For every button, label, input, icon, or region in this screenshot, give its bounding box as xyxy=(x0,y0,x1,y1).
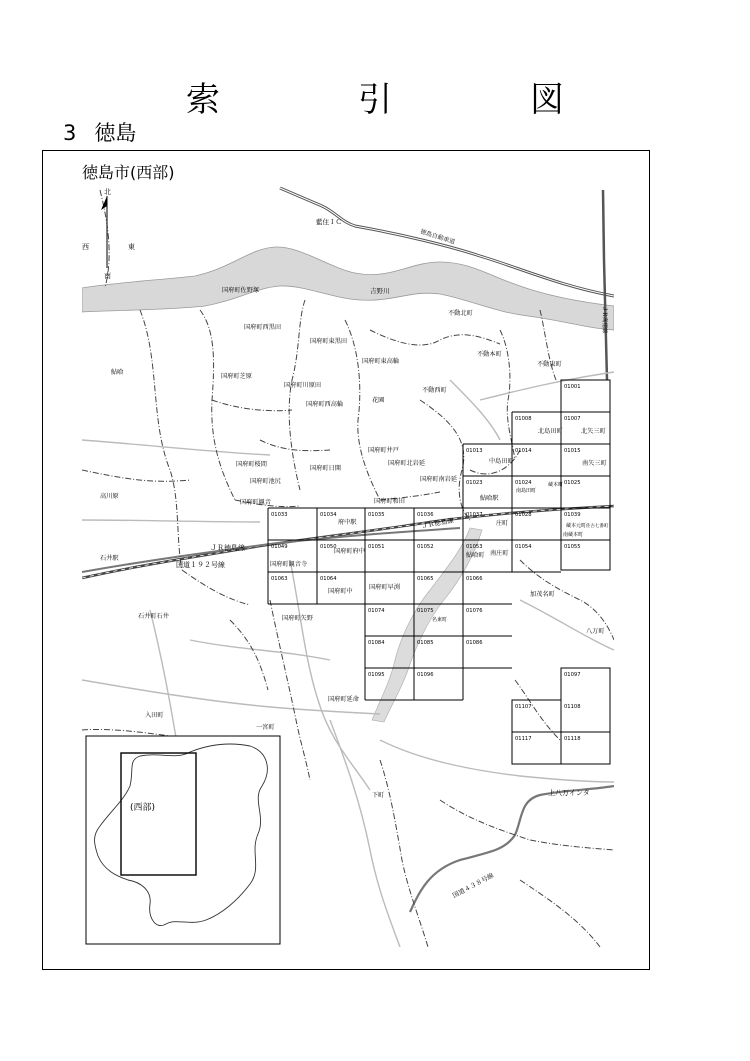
place-label: 蔵本元町 xyxy=(566,523,587,529)
place-label: 国府町早渕 xyxy=(369,584,400,591)
grid-cell-code: 01023 xyxy=(466,480,483,486)
place-label: 国府町川原田 xyxy=(284,382,322,389)
grid-cell-code: 01036 xyxy=(417,512,434,518)
place-label: 鮎喰駅 xyxy=(480,495,499,502)
place-label: 蔵本町 xyxy=(548,482,564,488)
inset-map xyxy=(86,736,280,944)
place-label: 国府町矢野 xyxy=(282,615,313,622)
jr-kotoku-line xyxy=(603,190,607,380)
place-label: 国府町南岩延 xyxy=(420,476,458,483)
compass-west: 西 xyxy=(82,243,89,251)
place-label: 国府町和田 xyxy=(374,498,405,505)
grid-cell-code: 01055 xyxy=(564,544,581,550)
place-label: 一宮町 xyxy=(256,724,275,731)
grid-cell-code: 01054 xyxy=(515,544,532,550)
place-label: 南庄町 xyxy=(490,550,509,557)
grid-cell-code: 01001 xyxy=(564,384,581,390)
grid-cell-code: 01052 xyxy=(417,544,434,550)
place-label: 名東町 xyxy=(432,617,448,623)
place-label: 入田町 xyxy=(145,712,164,719)
place-label: 北矢三町 xyxy=(581,428,606,435)
place-label: 庄町 xyxy=(496,520,509,527)
grid-cell-code: 01064 xyxy=(320,576,337,582)
jr-tokushima-line xyxy=(82,506,614,578)
grid-cell-code: 01086 xyxy=(466,640,483,646)
place-label: 国府町池尻 xyxy=(250,478,281,485)
grid-cell-code: 01085 xyxy=(417,640,434,646)
place-label: 南島田町 xyxy=(516,488,537,494)
grid-cell-code: 01049 xyxy=(271,544,288,550)
place-label: 不動東町 xyxy=(537,361,562,368)
grid-cell-code: 01074 xyxy=(368,608,385,614)
place-label: 国府町西黒田 xyxy=(244,324,282,331)
place-label: ＪＲ高徳線 xyxy=(601,306,607,334)
place-label: ＪＲ徳島線 xyxy=(420,516,455,530)
place-label: ＪＲ徳島線 xyxy=(210,544,245,552)
grid-cell-code: 01076 xyxy=(466,608,483,614)
index-grid xyxy=(268,380,610,764)
place-label: 国府町府中 xyxy=(334,548,365,555)
page-title: 索 引 図 xyxy=(186,80,616,120)
grid-cell-code: 01065 xyxy=(417,576,434,582)
place-label: 石井町石井 xyxy=(138,613,169,620)
grid-cell-code: 01025 xyxy=(564,480,581,486)
place-label: 加茂名町 xyxy=(530,591,555,598)
place-label: 不動西町 xyxy=(422,387,447,394)
place-label: 国道１９２号線 xyxy=(176,561,225,569)
river-shape xyxy=(82,247,614,330)
inset-label: (西部) xyxy=(130,803,156,813)
grid-cell-code: 01108 xyxy=(564,704,581,710)
grid-cell-code: 01050 xyxy=(320,544,337,550)
place-label: 国道４３８号線 xyxy=(451,871,496,900)
grid-cell-code: 01013 xyxy=(466,448,483,454)
route-438 xyxy=(410,786,614,912)
grid-cell-code: 01097 xyxy=(564,672,581,678)
place-label: 国府町東高輪 xyxy=(362,358,400,365)
place-label: 国府町西高輪 xyxy=(306,401,344,408)
grid-cell-code: 01035 xyxy=(368,512,385,518)
place-label: 府中駅 xyxy=(338,519,357,526)
grid-cell-code: 01096 xyxy=(417,672,434,678)
place-label: 国府町観音 xyxy=(240,499,271,506)
grid-cell-code: 01053 xyxy=(466,544,483,550)
place-label: 国府町観音寺 xyxy=(270,561,308,568)
grid-cell-code: 01033 xyxy=(271,512,288,518)
grid-cell-code: 01107 xyxy=(515,704,532,710)
grid-cell-code: 01039 xyxy=(564,512,581,518)
place-label: 中島田町 xyxy=(489,458,514,465)
grid-cell-code: 01014 xyxy=(515,448,532,454)
place-label: 国府町日開 xyxy=(310,465,341,472)
place-label: 吉野川 xyxy=(370,287,390,295)
compass-south: 南 xyxy=(104,272,111,280)
grid-cell-code: 01034 xyxy=(320,512,337,518)
grid-cell-code: 01118 xyxy=(564,736,581,742)
section-number: 3 xyxy=(63,121,77,145)
grid-cell-code: 01063 xyxy=(271,576,288,582)
grid-cell-code: 01007 xyxy=(564,416,581,422)
grid-cell-code: 01117 xyxy=(515,736,532,742)
grid-cell-code: 01008 xyxy=(515,416,532,422)
place-label: 下町 xyxy=(372,792,385,799)
grid-cell-code: 01015 xyxy=(564,448,581,454)
place-label: 南矢三町 xyxy=(582,460,607,467)
map-heading: 徳島市(西部) xyxy=(82,163,175,182)
place-label: 国府町佐野塚 xyxy=(222,287,260,294)
compass-north: 北 xyxy=(104,188,111,196)
place-label: 高川原 xyxy=(100,493,119,500)
place-label: 藍住ＩＣ xyxy=(316,218,342,226)
grid-cell-code: 01084 xyxy=(368,640,385,646)
place-label: 佐古七番町 xyxy=(586,524,609,529)
grid-cell-code: 01037 xyxy=(466,512,483,518)
grid-cell-code: 01024 xyxy=(515,480,532,486)
place-label: 徳島自動車道 xyxy=(419,228,456,247)
place-label: 石井駅 xyxy=(100,555,119,562)
compass-east: 東 xyxy=(128,243,135,251)
place-label: 南蔵本町 xyxy=(563,532,584,538)
place-label: 国府町北岩延 xyxy=(388,460,426,467)
place-label: 鮎喰町 xyxy=(466,552,485,559)
grid-cell-code: 01051 xyxy=(368,544,385,550)
place-label: 不動北町 xyxy=(448,310,473,317)
place-label: 八万町 xyxy=(586,628,605,635)
place-label: 国府町中 xyxy=(328,588,353,595)
place-label: 国府町桜間 xyxy=(236,461,267,468)
section-name: 徳島 xyxy=(94,121,137,145)
place-label: 国府町芝原 xyxy=(221,373,252,380)
grid-cell-code: 01066 xyxy=(466,576,483,582)
place-label: 国府町延命 xyxy=(328,696,359,703)
place-label: 北島田町 xyxy=(538,428,563,435)
place-label: 花園 xyxy=(372,397,385,404)
place-label: 国府町東黒田 xyxy=(310,338,348,345)
grid-cell-code: 01075 xyxy=(417,608,434,614)
place-label: 国府町井戸 xyxy=(368,447,399,454)
grid-cell-code: 01028 xyxy=(515,512,532,518)
place-label: 上八万インタ xyxy=(548,789,590,797)
place-label: 不動本町 xyxy=(477,351,502,358)
grid-cell-code: 01095 xyxy=(368,672,385,678)
place-label: 鮎喰 xyxy=(111,369,124,376)
